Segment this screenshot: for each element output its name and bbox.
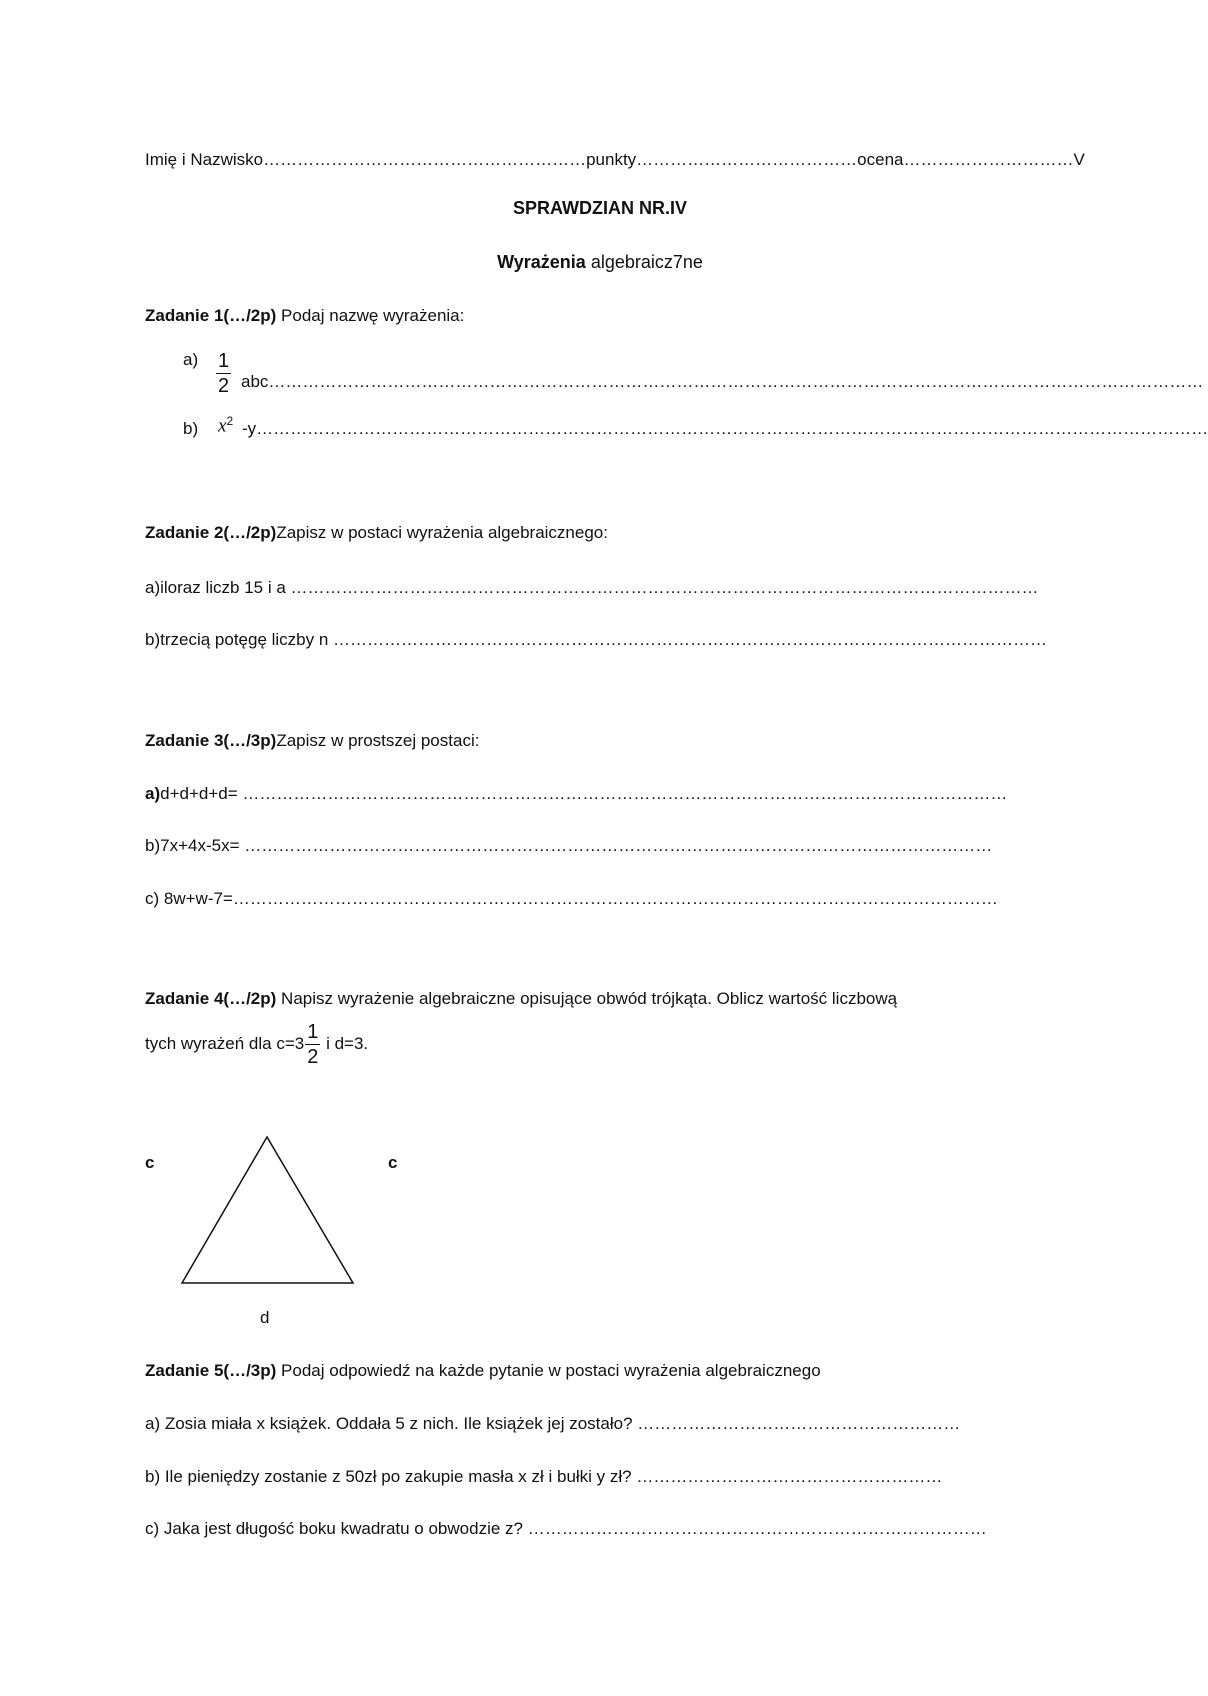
task1-b-answer-line: -y…………………………………………………………………………………………………………………………………………………… (242, 419, 1208, 438)
triangle-label-bottom: d (260, 1308, 270, 1327)
task4-line2-post: i d=3. (321, 1033, 369, 1053)
task1-heading (145, 306, 464, 326)
task3-a-label: a) (145, 784, 161, 803)
task4-frac-numerator: 1 (307, 1021, 319, 1043)
task2-heading (145, 523, 608, 543)
task1-a-label: a) (183, 350, 199, 369)
triangle-diagram (170, 1125, 370, 1295)
task1-a-answer-line: abc………………………………………………………………………………………………………………………………………………… (241, 372, 1204, 391)
task5-instruction: Podaj odpowiedź na każde pytanie w postaci wyrażenia algebraicznego (276, 1361, 821, 1380)
task4-heading (145, 989, 897, 1009)
task5-a-line: a) Zosia miała x książek. Oddała 5 z nich. Ile książek jej zostało? ………………………………………………… (145, 1414, 961, 1433)
task3-title: Zadanie 3(…/3p) (145, 731, 277, 750)
subtitle-rest: algebraicz7ne (585, 252, 703, 272)
task3-heading (145, 731, 479, 751)
task2-a-line: a)iloraz liczb 15 i a …………………………………………………………………………………………………………………… (145, 578, 1039, 597)
task2-instruction: Zapisz w postaci wyrażenia algebraicznego: (276, 523, 608, 542)
task4-instruction: Napisz wyrażenie algebraiczne opisujące obwód trójkąta. Oblicz wartość liczbową (276, 989, 898, 1008)
task1-b-exponent: 2 (226, 414, 234, 428)
task4-title: Zadanie 4(…/2p) (145, 989, 277, 1008)
task1-title: Zadanie 1(…/2p) (145, 306, 277, 325)
task4-line2 (145, 1022, 368, 1067)
subtitle-bold: Wyrażenia (497, 252, 586, 272)
triangle-shape (182, 1137, 353, 1283)
task5-heading (145, 1361, 821, 1381)
task2-title: Zadanie 2(…/2p) (145, 523, 277, 542)
task1-b-expression (218, 414, 233, 438)
test-subtitle (0, 252, 1200, 273)
header-name-points-grade-line: Imię i Nazwisko…………………………………………………punkty…………………………………ocena…………………………V (145, 150, 1085, 169)
task4-line2-pre: tych wyrażeń dla c=3 (145, 1033, 305, 1053)
task5-c-line: c) Jaka jest długość boku kwadratu o obwodzie z? ……………………………………………………………………… (145, 1519, 987, 1538)
task2-b-line: b)trzecią potęgę liczby n ……………………………………………………………………………………………………………… (145, 630, 1048, 649)
task1-b-variable: x (218, 415, 227, 437)
task3-instruction: Zapisz w prostszej postaci: (276, 731, 480, 750)
task3-b-line: b)7x+4x-5x= …………………………………………………………………………………………………………………… (145, 836, 993, 855)
task3-a-line (145, 784, 1008, 804)
task1-instruction: Podaj nazwę wyrażenia: (276, 306, 465, 325)
triangle-label-left: c (145, 1153, 155, 1172)
task1-b-label: b) (183, 419, 199, 438)
test-title: SPRAWDZIAN NR.IV (512, 198, 687, 218)
task3-c-line: c) 8w+w-7=……………………………………………………………………………………………………………………… (145, 889, 998, 908)
task1-a-denominator: 2 (218, 375, 230, 397)
task1-a-numerator: 1 (218, 350, 230, 372)
task5-title: Zadanie 5(…/3p) (145, 1361, 277, 1380)
task5-b-line: b) Ile pieniędzy zostanie z 50zł po zakupie masła x zł i bułki y zł? ……………………………………………… (145, 1467, 943, 1486)
triangle-label-right: c (388, 1153, 398, 1172)
task1-a-fraction (216, 351, 231, 396)
task4-frac-denominator: 2 (307, 1046, 319, 1068)
task3-a-answer: d+d+d+d= ……………………………………………………………………………………………………………………… (160, 784, 1008, 803)
